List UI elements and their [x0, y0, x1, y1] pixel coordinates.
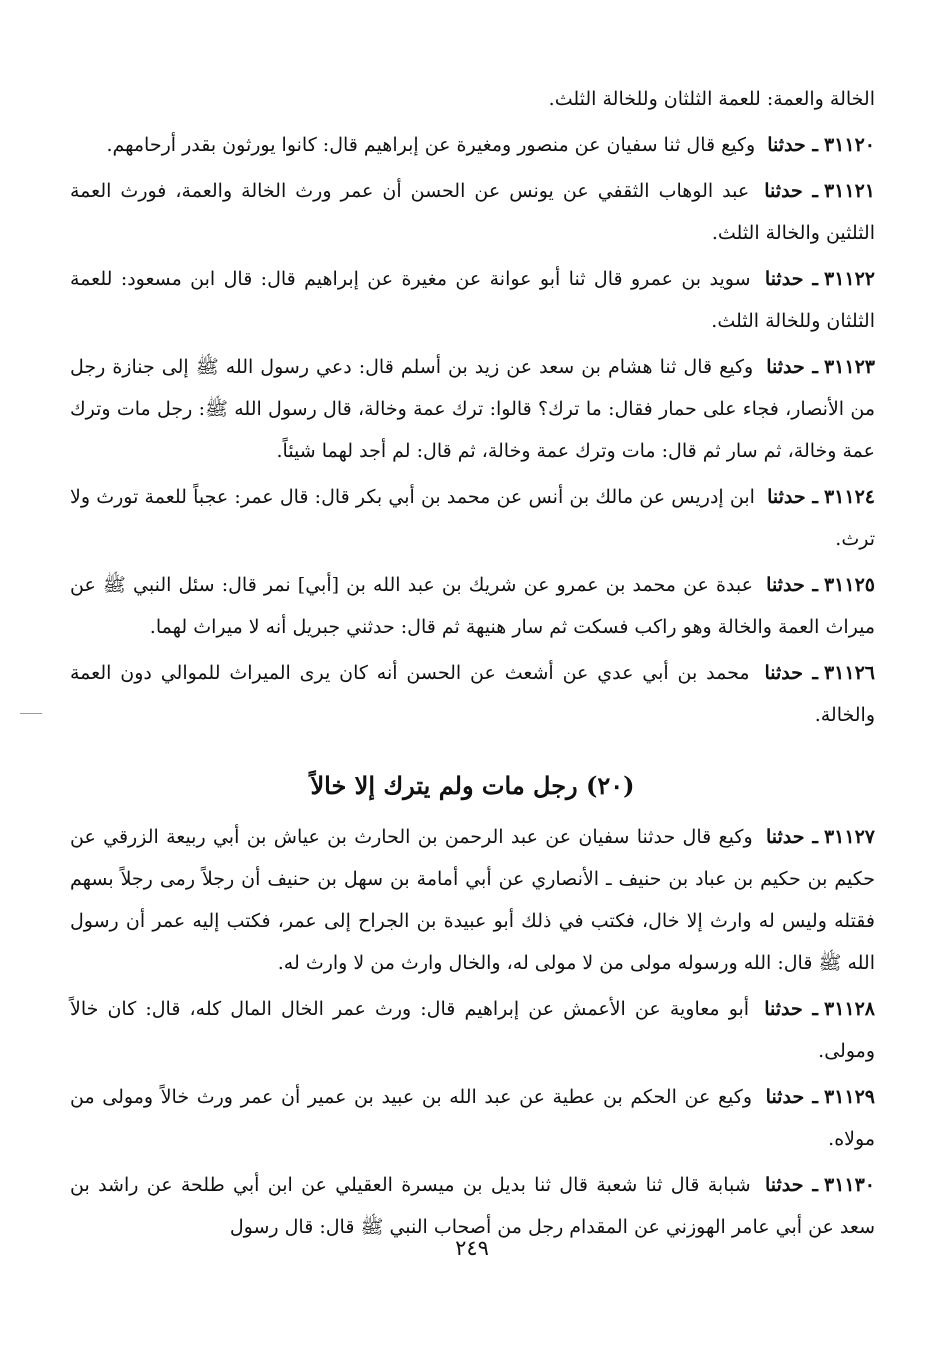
hadith-label: ـ حدثنا	[764, 180, 818, 202]
hadith-text: وكيع قال حدثنا سفيان عن عبد الرحمن بن الحارث بن عياش بن أبي ربيعة الزرقي عن حكيم بن حكيم بن عباد بن حنيف ـ الأنصاري عن أبي أمامة بن سهل بن حنيف أن رجلاً رمى رجلاً بسهم فقتله وليس له وارث إلا خال، فكتب في ذلك أبو عبيدة بن الجراح إلى عمر، فكتب إليه عمر أن رسول الله ﷺ قال: الله ورسوله مولى من لا مولى له، والخال وارث من لا وارث له.	[70, 826, 875, 974]
hadith-text: وكيع قال ثنا سفيان عن منصور ومغيرة عن إبراهيم قال: كانوا يورثون بقدر أرحامهم.	[106, 134, 756, 156]
hadith-number: ٣١١٢٧	[823, 826, 875, 848]
hadith-number: ٣١١٢٠	[823, 134, 875, 156]
hadith-label: ـ حدثنا	[766, 574, 818, 596]
hadith-number: ٣١١٢٥	[823, 574, 875, 596]
hadith-text: أبو معاوية عن الأعمش عن إبراهيم قال: ورث عمر الخال المال كله، قال: كان خالاً ومولى.	[70, 998, 875, 1062]
scan-margin-mark	[20, 713, 42, 714]
hadith-entry	[70, 170, 875, 254]
hadith-text: وكيع عن الحكم بن عطية عن عبد الله بن عبيد بن عمير أن عمر ورث خالاً ومولى من مولاه.	[70, 1086, 875, 1150]
section-heading: (٢٠) رجل مات ولم يترك إلا خالاً	[310, 771, 635, 800]
hadith-text: سويد بن عمرو قال ثنا أبو عوانة عن مغيرة عن إبراهيم قال: قال ابن مسعود: للعمة الثلثان وللخالة الثلث.	[70, 268, 875, 332]
hadith-entry	[70, 1076, 875, 1160]
hadith-entry	[70, 258, 875, 342]
hadith-text: وكيع قال ثنا هشام بن سعد عن زيد بن أسلم قال: دعي رسول الله ﷺ إلى جنازة رجل من الأنصار، فجاء على حمار فقال: ما ترك؟ قالوا: ترك عمة وخالة، قال رسول الله ﷺ: رجل مات وترك عمة وخالة، ثم سار ثم قال: مات وترك عمة وخالة، ثم قال: لم أجد لهما شيئاً.	[70, 356, 875, 462]
hadith-number: ٣١١٣٠	[823, 1174, 876, 1196]
hadith-number: ٣١١٢٢	[823, 268, 876, 290]
hadith-number: ٣١١٢٤	[823, 486, 875, 508]
hadith-text: محمد بن أبي عدي عن أشعث عن الحسن أنه كان يرى الميراث للموالي دون العمة والخالة.	[70, 662, 875, 726]
hadith-entry	[70, 476, 875, 560]
hadith-entry	[70, 564, 875, 648]
hadith-number: ٣١١٢٩	[823, 1086, 875, 1108]
hadith-label: ـ حدثنا	[767, 486, 818, 508]
hadith-number: ٣١١٢٨	[823, 998, 876, 1020]
hadith-text: شبابة قال ثنا شعبة قال ثنا بديل بن ميسرة العقيلي عن ابن أبي طلحة عن راشد بن سعد عن أبي عامر الهوزني عن المقدام رجل من أصحاب النبي ﷺ قال: قال رسول	[70, 1174, 875, 1238]
hadith-label: ـ حدثنا	[765, 826, 818, 848]
hadith-label: ـ حدثنا	[765, 1086, 818, 1108]
paragraph-text: الخالة والعمة: للعمة الثلثان وللخالة الثلث.	[548, 88, 875, 110]
hadith-label: ـ حدثنا	[767, 134, 818, 156]
hadith-number: ٣١١٢٦	[823, 662, 875, 684]
page-number: ٢٤٩	[455, 1236, 489, 1260]
hadith-entry	[70, 652, 875, 736]
hadith-text: عبد الوهاب الثقفي عن يونس عن الحسن أن عمر ورث الخالة والعمة، فورث العمة الثلثين والخالة الثلث.	[70, 180, 875, 244]
page-body	[70, 78, 875, 1252]
hadith-text: ابن إدريس عن مالك بن أنس عن محمد بن أبي بكر قال: قال عمر: عجباً للعمة تورث ولا ترث.	[70, 486, 875, 550]
hadith-number: ٣١١٢٣	[823, 356, 875, 378]
hadith-entry	[70, 988, 875, 1072]
continuation-paragraph	[70, 78, 875, 120]
hadith-label: ـ حدثنا	[764, 998, 818, 1020]
hadith-entry	[70, 124, 875, 166]
hadith-label: ـ حدثنا	[764, 1174, 818, 1196]
hadith-entry	[70, 346, 875, 472]
hadith-label: ـ حدثنا	[764, 268, 818, 290]
hadith-entry	[70, 816, 875, 984]
hadith-label: ـ حدثنا	[766, 356, 818, 378]
hadith-text: عبدة عن محمد بن عمرو عن شريك بن عبد الله بن [أبي] نمر قال: سئل النبي ﷺ عن ميراث العمة والخالة وهو راكب فسكت ثم سار هنيهة ثم قال: حدثني جبريل أنه لا ميراث لهما.	[70, 574, 875, 638]
hadith-label: ـ حدثنا	[764, 662, 818, 684]
hadith-number: ٣١١٢١	[823, 180, 875, 202]
